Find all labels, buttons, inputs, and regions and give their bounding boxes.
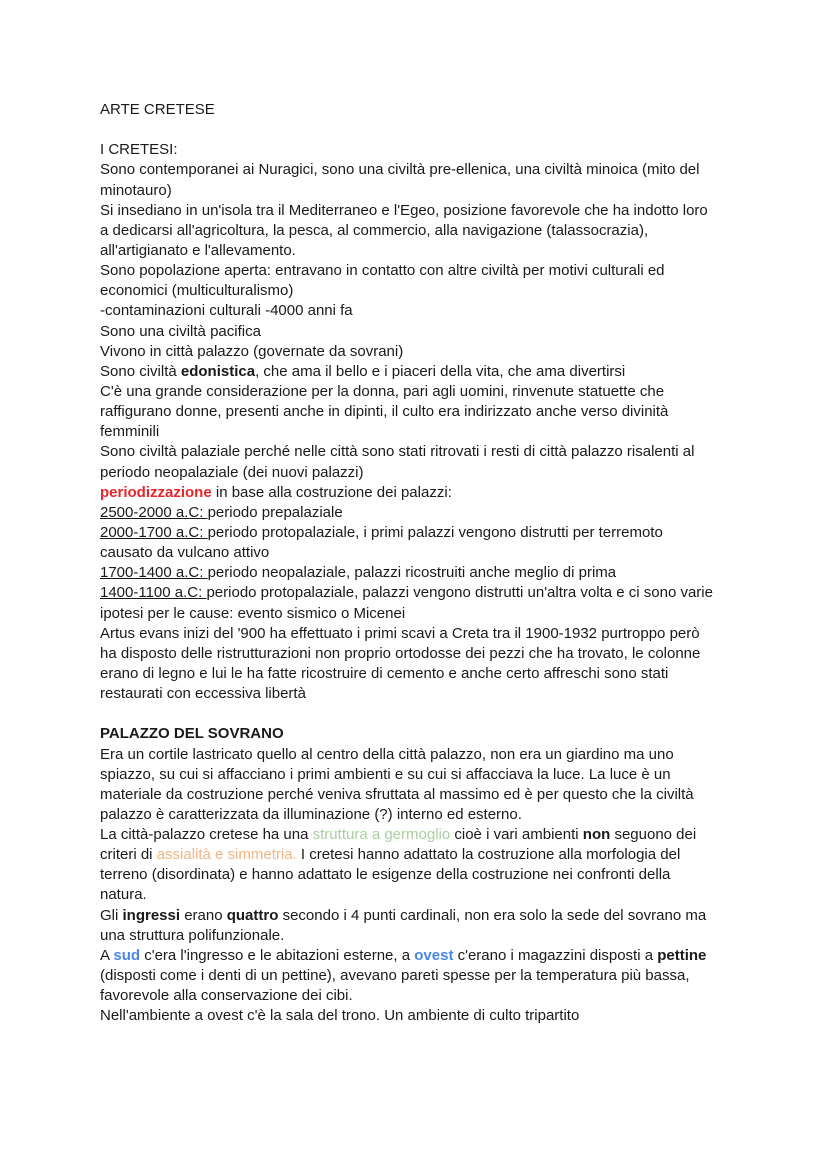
formatted-text: struttura a germoglio: [312, 826, 451, 844]
text-segment: A: [100, 946, 114, 964]
text-segment: in base alla costruzione dei palazzi:: [211, 483, 452, 501]
text-line: Sono contemporanei ai Nuragici, sono una civiltà pre-ellenica, una civiltà minoica (mito del: [100, 161, 700, 179]
text-line: palazzo è caratterizzata da illuminazione (?) interno ed esterno.: [100, 805, 522, 823]
text-line: Si insediano in un'isola tra il Mediterraneo e l'Egeo, posizione favorevole che ha indotto loro: [100, 201, 708, 219]
section-cretesi-body: [100, 160, 740, 704]
text-line: erano di legno e lui le ha fatte ricostruire di cemento e anche certo affreschi sono stati: [100, 664, 669, 682]
text-segment: periodo neopalaziale, palazzi ricostruiti anche meglio di prima: [207, 564, 617, 582]
section-heading-palazzo: PALAZZO DEL SOVRANO: [100, 725, 284, 743]
text-line: restaurati con eccessiva libertà: [100, 685, 306, 703]
text-line: all'artigianato e l'allevamento.: [100, 241, 296, 259]
text-line: Vivono in città palazzo (governate da sovrani): [100, 342, 404, 360]
text-segment: Gli: [100, 906, 123, 924]
text-line: Sono civiltà palaziale perché nelle città sono stati ritrovati i resti di città palazzo risalenti al: [100, 443, 695, 461]
text-line: [100, 583, 740, 603]
text-segment: , che ama il bello e i piaceri della vita, che ama divertirsi: [255, 362, 626, 380]
text-segment: La città-palazzo cretese ha una: [100, 826, 313, 844]
text-segment: c'era l'ingresso e le abitazioni esterne, a: [140, 946, 415, 964]
formatted-text: non: [582, 826, 611, 844]
text-line: Artus evans inizi del '900 ha effettuato i primi scavi a Creta tra il 1900-1932 purtroppo però: [100, 624, 700, 642]
formatted-text: periodizzazione: [100, 483, 212, 501]
formatted-text: 2500-2000 a.C:: [100, 503, 208, 521]
text-line: economici (multiculturalismo): [100, 282, 294, 300]
text-segment: cioè i vari ambienti: [450, 826, 583, 844]
text-line: materiale da costruzione perché veniva sfruttata al massimo ed è per questo che la civiltà: [100, 785, 694, 803]
text-segment: secondo i 4 punti cardinali, non era solo la sede del sovrano ma: [278, 906, 707, 924]
text-segment: criteri di: [100, 846, 157, 864]
formatted-text: quattro: [226, 906, 279, 924]
text-line: [100, 483, 740, 503]
text-line: a dedicarsi all'agricoltura, la pesca, al commercio, alla navigazione (talassocrazia),: [100, 221, 649, 239]
text-line: C'è una grande considerazione per la donna, pari agli uomini, rinvenute statuette che: [100, 382, 665, 400]
text-line: [100, 523, 740, 543]
text-segment: I cretesi hanno adattato la costruzione alla morfologia del: [296, 846, 681, 864]
text-line: (disposti come i denti di un pettine), avevano pareti spesse per la temperatura più bassa,: [100, 967, 690, 985]
text-segment: seguono dei: [610, 826, 697, 844]
text-line: causato da vulcano attivo: [100, 544, 270, 562]
text-line: periodo neopalaziale (dei nuovi palazzi): [100, 463, 364, 481]
text-segment: periodo prepalaziale: [207, 503, 343, 521]
formatted-text: ingressi: [122, 906, 181, 924]
text-line: minotauro): [100, 181, 172, 199]
text-line: [100, 946, 740, 966]
formatted-text: 2000-1700 a.C:: [100, 523, 208, 541]
text-segment: c'erano i magazzini disposti a: [453, 946, 658, 964]
text-line: ha disposto delle ristrutturazioni non proprio ortodosse dei pezzi che ha trovato, le colonne: [100, 644, 701, 662]
text-line: Nell'ambiente a ovest c'è la sala del trono. Un ambiente di culto tripartito: [100, 1007, 580, 1025]
text-line: femminili: [100, 423, 160, 441]
document-title: ARTE CRETESE: [100, 101, 215, 118]
text-line: Era un cortile lastricato quello al centro della città palazzo, non era un giardino ma uno: [100, 745, 674, 763]
text-line: [100, 503, 740, 523]
section-palazzo-body: [100, 745, 740, 1027]
formatted-text: assialità e simmetria.: [156, 846, 297, 864]
text-line: [100, 362, 740, 382]
text-line: -contaminazioni culturali -4000 anni fa: [100, 302, 353, 320]
section-heading-cretesi: I CRETESI:: [100, 141, 178, 159]
document-page: [100, 100, 740, 1026]
text-line: spiazzo, su cui si affacciano i primi ambienti e su cui si affacciava la luce. La luce è un: [100, 765, 671, 783]
text-segment: erano: [180, 906, 227, 924]
text-line: una struttura polifunzionale.: [100, 926, 285, 944]
formatted-text: ovest: [414, 946, 454, 964]
text-line: raffigurano donne, presenti anche in dipinti, il culto era indirizzato anche verso divinità: [100, 403, 669, 421]
text-line: terreno (disordinata) e hanno adattato le esigenze della costruzione nei confronti della: [100, 866, 671, 884]
text-segment: periodo protopalaziale, palazzi vengono distrutti un'altra volta e ci sono varie: [206, 584, 713, 602]
text-line: Sono popolazione aperta: entravano in contatto con altre civiltà per motivi culturali ed: [100, 262, 665, 280]
text-line: natura.: [100, 886, 147, 904]
text-line: [100, 845, 740, 865]
formatted-text: 1400-1100 a.C:: [100, 584, 207, 602]
formatted-text: pettine: [657, 946, 707, 964]
text-line: [100, 906, 740, 926]
text-line: Sono una civiltà pacifica: [100, 322, 261, 340]
text-segment: periodo protopalaziale, i primi palazzi vengono distrutti per terremoto: [207, 523, 663, 541]
formatted-text: sud: [113, 946, 141, 964]
text-line: [100, 563, 740, 583]
formatted-text: 1700-1400 a.C:: [100, 564, 208, 582]
spacer: [100, 120, 740, 140]
text-segment: Sono civiltà: [100, 362, 181, 380]
spacer: [100, 704, 740, 724]
formatted-text: edonistica: [180, 362, 256, 380]
text-line: ipotesi per le cause: evento sismico o Micenei: [100, 604, 406, 622]
text-line: favorevole alla conservazione dei cibi.: [100, 987, 353, 1005]
text-line: [100, 825, 740, 845]
